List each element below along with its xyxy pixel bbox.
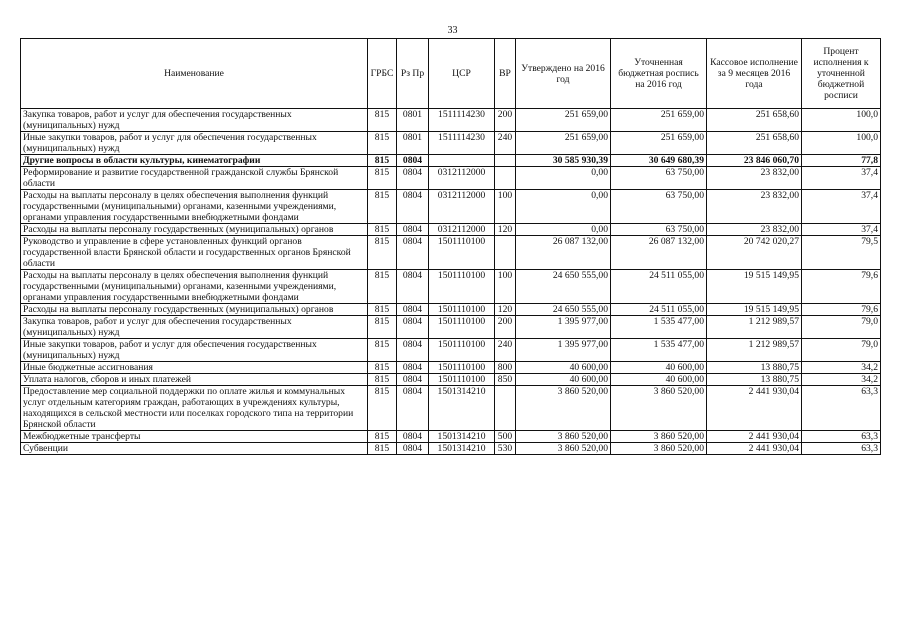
cell-grbs: 815: [368, 132, 397, 155]
cell-rzpr: 0804: [397, 190, 429, 224]
cell-grbs: 815: [368, 431, 397, 443]
cell-percent: 63,3: [802, 386, 881, 431]
cell-percent: 79,5: [802, 236, 881, 270]
cell-approved: 3 860 520,00: [516, 431, 611, 443]
cell-name: Расходы на выплаты персоналу государственных (муниципальных) органов: [21, 224, 368, 236]
cell-grbs: 815: [368, 167, 397, 190]
table-row: [21, 304, 881, 316]
cell-grbs: 815: [368, 362, 397, 374]
cell-percent: 100,0: [802, 132, 881, 155]
cell-approved: 26 087 132,00: [516, 236, 611, 270]
table-row: [21, 155, 881, 167]
cell-name: Руководство и управление в сфере установленных функций органов государственной власти Брянской области и государственных органов Брянской области: [21, 236, 368, 270]
cell-rzpr: 0804: [397, 374, 429, 386]
cell-grbs: 815: [368, 316, 397, 339]
cell-updated: 251 659,00: [611, 132, 707, 155]
table-body: [21, 109, 881, 455]
cell-approved: 0,00: [516, 224, 611, 236]
cell-name: Реформирование и развитие государственной гражданской службы Брянской области: [21, 167, 368, 190]
cell-name: Субвенции: [21, 443, 368, 455]
cell-updated: 24 511 055,00: [611, 304, 707, 316]
cell-rzpr: 0804: [397, 155, 429, 167]
cell-rzpr: 0804: [397, 431, 429, 443]
cell-grbs: 815: [368, 190, 397, 224]
cell-grbs: 815: [368, 386, 397, 431]
table-row: [21, 190, 881, 224]
cell-csr: 0312112000: [429, 190, 495, 224]
cell-grbs: 815: [368, 339, 397, 362]
cell-percent: 79,6: [802, 270, 881, 304]
cell-percent: 79,0: [802, 316, 881, 339]
cell-vr: [495, 155, 516, 167]
cell-cash: 251 658,60: [707, 109, 802, 132]
cell-rzpr: 0804: [397, 236, 429, 270]
cell-percent: 79,0: [802, 339, 881, 362]
cell-vr: 200: [495, 316, 516, 339]
cell-name: Расходы на выплаты персоналу в целях обеспечения выполнения функций государственными (муниципальными) органами, казенными учреждениями, органами управления государственными внебюджетными фондами: [21, 190, 368, 224]
cell-cash: 13 880,75: [707, 374, 802, 386]
table-row: [21, 339, 881, 362]
header-approved: Утверждено на 2016 год: [516, 39, 611, 109]
table-row: [21, 386, 881, 431]
cell-csr: 1501110100: [429, 304, 495, 316]
cell-percent: 63,3: [802, 443, 881, 455]
table-row: [21, 431, 881, 443]
cell-vr: 850: [495, 374, 516, 386]
cell-cash: 20 742 020,27: [707, 236, 802, 270]
cell-approved: 0,00: [516, 190, 611, 224]
table-row: [21, 374, 881, 386]
cell-name: Другие вопросы в области культуры, кинематографии: [21, 155, 368, 167]
cell-approved: 30 585 930,39: [516, 155, 611, 167]
header-row: [21, 39, 881, 109]
cell-csr: 1501110100: [429, 316, 495, 339]
cell-percent: 37,4: [802, 167, 881, 190]
cell-updated: 3 860 520,00: [611, 386, 707, 431]
cell-updated: 251 659,00: [611, 109, 707, 132]
cell-cash: 19 515 149,95: [707, 304, 802, 316]
cell-updated: 63 750,00: [611, 190, 707, 224]
cell-cash: 13 880,75: [707, 362, 802, 374]
cell-vr: 100: [495, 270, 516, 304]
cell-vr: 120: [495, 304, 516, 316]
cell-csr: 1501110100: [429, 362, 495, 374]
cell-percent: 34,2: [802, 374, 881, 386]
cell-approved: 40 600,00: [516, 374, 611, 386]
cell-name: Иные закупки товаров, работ и услуг для обеспечения государственных (муниципальных) нужд: [21, 132, 368, 155]
cell-percent: 63,3: [802, 431, 881, 443]
cell-percent: 79,6: [802, 304, 881, 316]
cell-approved: 24 650 555,00: [516, 304, 611, 316]
cell-name: Иные закупки товаров, работ и услуг для обеспечения государственных (муниципальных) нужд: [21, 339, 368, 362]
cell-cash: 2 441 930,04: [707, 443, 802, 455]
cell-vr: 240: [495, 132, 516, 155]
cell-cash: 23 832,00: [707, 224, 802, 236]
cell-name: Уплата налогов, сборов и иных платежей: [21, 374, 368, 386]
cell-rzpr: 0804: [397, 443, 429, 455]
table-row: [21, 270, 881, 304]
cell-rzpr: 0801: [397, 132, 429, 155]
cell-grbs: 815: [368, 270, 397, 304]
cell-updated: 26 087 132,00: [611, 236, 707, 270]
cell-csr: 0312112000: [429, 224, 495, 236]
cell-vr: 500: [495, 431, 516, 443]
cell-vr: [495, 386, 516, 431]
cell-percent: 100,0: [802, 109, 881, 132]
cell-rzpr: 0804: [397, 386, 429, 431]
cell-vr: 530: [495, 443, 516, 455]
cell-approved: 1 395 977,00: [516, 339, 611, 362]
table-row: [21, 167, 881, 190]
cell-cash: 23 832,00: [707, 190, 802, 224]
cell-vr: 200: [495, 109, 516, 132]
cell-approved: 0,00: [516, 167, 611, 190]
cell-cash: 1 212 989,57: [707, 316, 802, 339]
header-grbs: ГРБС: [368, 39, 397, 109]
cell-vr: [495, 236, 516, 270]
cell-grbs: 815: [368, 304, 397, 316]
cell-approved: 40 600,00: [516, 362, 611, 374]
cell-rzpr: 0804: [397, 362, 429, 374]
table-row: [21, 316, 881, 339]
cell-csr: 1501110100: [429, 236, 495, 270]
table-row: [21, 362, 881, 374]
cell-rzpr: 0804: [397, 304, 429, 316]
cell-rzpr: 0801: [397, 109, 429, 132]
table-row: [21, 443, 881, 455]
cell-csr: 1501314210: [429, 443, 495, 455]
cell-updated: 24 511 055,00: [611, 270, 707, 304]
cell-csr: 1501110100: [429, 339, 495, 362]
cell-csr: 1511114230: [429, 132, 495, 155]
page-number: 33: [447, 25, 458, 36]
header-name: Наименование: [21, 39, 368, 109]
cell-grbs: 815: [368, 109, 397, 132]
cell-percent: 37,4: [802, 224, 881, 236]
cell-approved: 3 860 520,00: [516, 443, 611, 455]
cell-name: Расходы на выплаты персоналу в целях обеспечения выполнения функций государственными (муниципальными) органами, казенными учреждениями, органами управления государственными внебюджетными фондами: [21, 270, 368, 304]
cell-approved: 251 659,00: [516, 109, 611, 132]
cell-grbs: 815: [368, 224, 397, 236]
cell-updated: 30 649 680,39: [611, 155, 707, 167]
cell-percent: 37,4: [802, 190, 881, 224]
budget-table: [20, 38, 881, 455]
header-updated: Уточненная бюджетная роспись на 2016 год: [611, 39, 707, 109]
header-vr: ВР: [495, 39, 516, 109]
cell-cash: 23 846 060,70: [707, 155, 802, 167]
cell-updated: 3 860 520,00: [611, 443, 707, 455]
cell-csr: 1501314210: [429, 431, 495, 443]
cell-rzpr: 0804: [397, 316, 429, 339]
header-csr: ЦСР: [429, 39, 495, 109]
cell-updated: 40 600,00: [611, 362, 707, 374]
table-row: [21, 132, 881, 155]
cell-rzpr: 0804: [397, 339, 429, 362]
cell-rzpr: 0804: [397, 224, 429, 236]
cell-csr: 1501314210: [429, 386, 495, 431]
cell-cash: 23 832,00: [707, 167, 802, 190]
cell-cash: 251 658,60: [707, 132, 802, 155]
cell-updated: 63 750,00: [611, 167, 707, 190]
cell-rzpr: 0804: [397, 167, 429, 190]
cell-cash: 19 515 149,95: [707, 270, 802, 304]
cell-name: Закупка товаров, работ и услуг для обеспечения государственных (муниципальных) нужд: [21, 316, 368, 339]
cell-vr: [495, 167, 516, 190]
cell-rzpr: 0804: [397, 270, 429, 304]
header-cash: Кассовое исполнение за 9 месяцев 2016 года: [707, 39, 802, 109]
cell-approved: 3 860 520,00: [516, 386, 611, 431]
cell-cash: 1 212 989,57: [707, 339, 802, 362]
cell-updated: 40 600,00: [611, 374, 707, 386]
cell-cash: 2 441 930,04: [707, 431, 802, 443]
cell-approved: 251 659,00: [516, 132, 611, 155]
cell-vr: 100: [495, 190, 516, 224]
cell-grbs: 815: [368, 443, 397, 455]
cell-updated: 1 535 477,00: [611, 339, 707, 362]
cell-updated: 63 750,00: [611, 224, 707, 236]
cell-csr: [429, 155, 495, 167]
cell-csr: 1501110100: [429, 270, 495, 304]
cell-csr: 0312112000: [429, 167, 495, 190]
cell-updated: 3 860 520,00: [611, 431, 707, 443]
cell-vr: 120: [495, 224, 516, 236]
cell-grbs: 815: [368, 374, 397, 386]
cell-csr: 1501110100: [429, 374, 495, 386]
cell-vr: 240: [495, 339, 516, 362]
cell-grbs: 815: [368, 155, 397, 167]
cell-updated: 1 535 477,00: [611, 316, 707, 339]
cell-percent: 34,2: [802, 362, 881, 374]
table-row: [21, 109, 881, 132]
table-row: [21, 224, 881, 236]
cell-approved: 24 650 555,00: [516, 270, 611, 304]
cell-name: Межбюджетные трансферты: [21, 431, 368, 443]
cell-name: Закупка товаров, работ и услуг для обеспечения государственных (муниципальных) нужд: [21, 109, 368, 132]
cell-cash: 2 441 930,04: [707, 386, 802, 431]
cell-percent: 77,8: [802, 155, 881, 167]
cell-name: Иные бюджетные ассигнования: [21, 362, 368, 374]
header-rzpr: Рз Пр: [397, 39, 429, 109]
header-percent: Процент исполнения к уточненной бюджетной росписи: [802, 39, 881, 109]
cell-csr: 1511114230: [429, 109, 495, 132]
cell-name: Предоставление мер социальной поддержки по оплате жилья и коммунальных услуг отдельным категориям граждан, работающих в учреждениях культуры, находящихся в сельской местности или поселках городского типа на территории Брянской области: [21, 386, 368, 431]
cell-approved: 1 395 977,00: [516, 316, 611, 339]
cell-grbs: 815: [368, 236, 397, 270]
table-row: [21, 236, 881, 270]
cell-vr: 800: [495, 362, 516, 374]
cell-name: Расходы на выплаты персоналу государственных (муниципальных) органов: [21, 304, 368, 316]
